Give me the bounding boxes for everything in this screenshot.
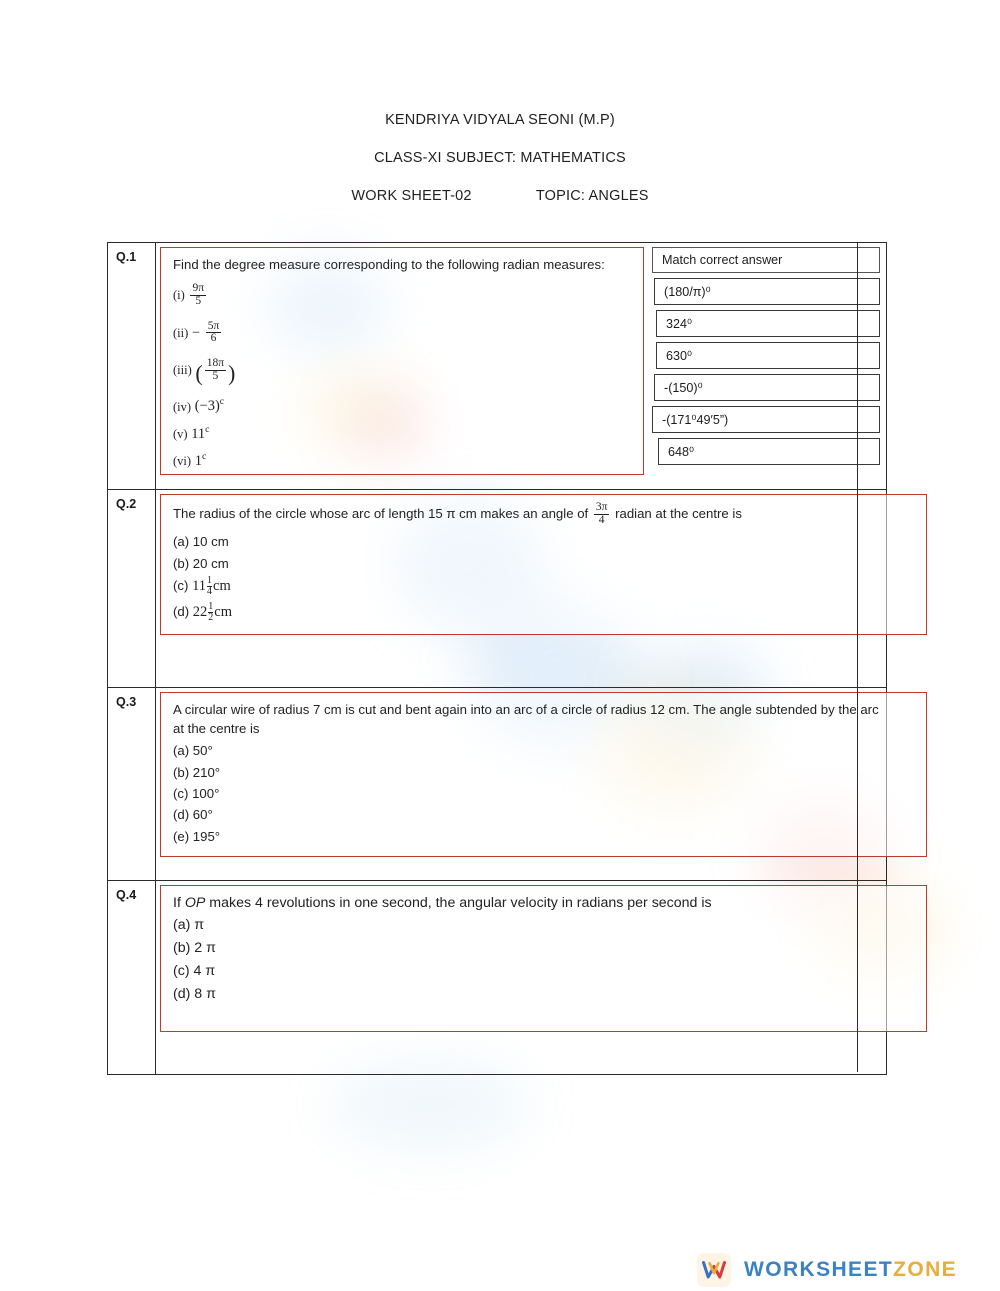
option-value: 8 π	[194, 985, 216, 1002]
question-3-content-box	[160, 692, 927, 857]
minus-sign: −	[191, 324, 201, 341]
option-row[interactable]	[173, 531, 916, 552]
topic-label: TOPIC: ANGLES	[535, 188, 649, 204]
logo-text-primary: WORKSHEET	[744, 1258, 894, 1281]
question-1-item	[173, 425, 633, 441]
match-option[interactable]: (180/π)⁰	[654, 278, 880, 305]
fraction-5pi-over-6: $\frac{5\pi}{6}$	[207, 319, 220, 345]
option-label: (d)	[173, 603, 190, 619]
match-option[interactable]: 648⁰	[658, 438, 880, 465]
question-row-4	[108, 881, 886, 1074]
worksheet-table	[107, 242, 887, 1075]
item-label: (v)	[173, 426, 188, 441]
item-label: (ii)	[173, 325, 189, 340]
item-value: 11$^c$	[191, 423, 210, 442]
fraction-18pi-over-5: $\frac{18\pi}{5}$	[206, 357, 225, 382]
question-1-content-box	[160, 247, 644, 475]
paren-open: (	[195, 360, 203, 386]
question-number-4: Q.4	[108, 881, 156, 1074]
fraction-3pi-over-4: $\frac{3\pi}{4}$	[595, 501, 608, 526]
match-option[interactable]: -(171⁰49′5”)	[652, 406, 880, 433]
option-value: 60°	[192, 807, 213, 823]
option-label: (b)	[173, 764, 190, 780]
worksheetzone-logo[interactable]	[697, 1253, 957, 1287]
option-row[interactable]	[173, 762, 886, 783]
option-row[interactable]	[173, 783, 886, 804]
option-label: (d)	[173, 807, 190, 823]
question-1-item	[173, 321, 633, 345]
option-row[interactable]	[173, 553, 916, 574]
question-4-prompt	[173, 893, 916, 914]
page-header	[0, 112, 1000, 204]
option-label: (a)	[173, 916, 191, 933]
fraction-1-over-2: $\frac{1}{2}$	[208, 600, 214, 623]
question-2-content-box	[160, 494, 927, 635]
option-label: (d)	[173, 985, 191, 1002]
question-3-prompt: A circular wire of radius 7 cm is cut and bent again into an arc of a circle of radius 12 cm. The angle subtended by the arc at the centre is	[173, 702, 879, 737]
option-value: 20 cm	[192, 555, 229, 571]
option-row[interactable]	[173, 804, 886, 825]
logo-wordmark	[744, 1258, 957, 1282]
option-value: 100°	[192, 786, 220, 802]
option-value: 4 π	[193, 962, 216, 979]
question-number-1: Q.1	[108, 243, 156, 489]
question-body-4	[156, 881, 933, 1074]
question-2-prompt-part-a: The radius of the circle whose arc of length 15 π cm makes an angle of	[173, 505, 589, 521]
logo-text-secondary: ZONE	[893, 1258, 958, 1281]
item-label: (vi)	[173, 453, 192, 468]
option-label: (c)	[173, 962, 190, 979]
match-answer-heading: Match correct answer	[652, 247, 880, 273]
option-value: 210°	[192, 764, 221, 780]
option-value: 22 $\frac{1}{2}$ cm	[192, 600, 233, 623]
item-value: $(-3)^c$	[194, 396, 225, 415]
option-label: (c)	[173, 786, 189, 802]
match-answer-column	[644, 247, 880, 475]
question-number-2: Q.2	[108, 490, 156, 687]
option-row[interactable]	[173, 914, 916, 937]
question-1-item	[173, 452, 633, 468]
match-option[interactable]: -(150)⁰	[654, 374, 880, 401]
worksheet-label: WORK SHEET-02	[351, 188, 472, 204]
option-label: (b)	[173, 939, 191, 956]
question-2-prompt-part-b: radian at the centre is	[615, 505, 742, 521]
option-value: 50°	[192, 743, 213, 759]
school-name-line: KENDRIYA VIDYALA SEONI (M.P)	[385, 112, 615, 128]
option-label: (a)	[173, 743, 190, 759]
question-1-prompt: Find the degree measure corresponding to the following radian measures:	[173, 257, 605, 272]
table-right-empty-column	[857, 242, 886, 1072]
option-row[interactable]	[173, 937, 916, 960]
item-label: (iii)	[173, 362, 192, 377]
item-label: (i)	[173, 288, 185, 303]
logo-w-icon	[697, 1253, 731, 1287]
option-row[interactable]	[173, 826, 886, 847]
option-value: 10 cm	[192, 534, 229, 550]
option-value: 195°	[192, 828, 221, 844]
worksheet-topic-line	[0, 188, 1000, 204]
question-1-item-list	[173, 283, 633, 468]
question-number-3: Q.3	[108, 688, 156, 880]
question-4-prompt-pre: If	[173, 895, 185, 911]
option-value: 11 $\frac{1}{4}$ cm	[192, 575, 231, 598]
question-1-item	[173, 283, 633, 307]
paren-close: )	[228, 360, 236, 386]
question-row-1	[108, 243, 886, 490]
option-value: π	[194, 916, 205, 933]
option-row[interactable]	[173, 960, 916, 983]
question-1-item	[173, 398, 633, 414]
match-option[interactable]: 324⁰	[656, 310, 880, 337]
match-option[interactable]: 630⁰	[656, 342, 880, 369]
class-subject-line: CLASS-XI SUBJECT: MATHEMATICS	[374, 150, 626, 166]
fraction-9pi-over-5: $\frac{9\pi}{5}$	[192, 282, 204, 307]
option-label: (b)	[173, 555, 190, 571]
option-row[interactable]	[173, 574, 916, 599]
question-body-1	[156, 243, 886, 489]
question-2-prompt	[173, 502, 916, 526]
question-4-variable: OP	[184, 895, 206, 911]
option-row[interactable]	[173, 600, 916, 625]
option-label: (e)	[173, 828, 190, 844]
question-1-item	[173, 358, 633, 384]
question-row-3	[108, 688, 886, 881]
option-row[interactable]	[173, 740, 886, 761]
option-label: (c)	[173, 578, 189, 594]
question-body-2	[156, 490, 933, 687]
question-row-2	[108, 490, 886, 688]
item-value: 1$^c$	[194, 451, 207, 469]
question-body-3	[156, 688, 933, 880]
option-row[interactable]	[173, 983, 916, 1006]
question-4-prompt-post: makes 4 revolutions in one second, the angular velocity in radians per second is	[205, 895, 712, 911]
option-label: (a)	[173, 534, 190, 550]
item-label: (iv)	[173, 399, 192, 414]
option-value: 2 π	[194, 939, 216, 956]
question-4-content-box	[160, 885, 927, 1032]
fraction-1-over-4: $\frac{1}{4}$	[207, 575, 213, 598]
